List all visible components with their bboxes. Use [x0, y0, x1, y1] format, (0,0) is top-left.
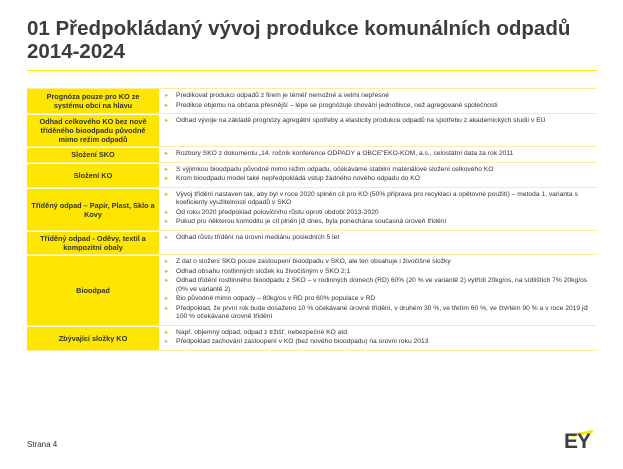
bullet-text: Vývoj třídění nastaven tak, aby byl v roce 2020 splněn cíl pro KO (50% příprava pro recyklaci a opětovné použití) – metoda 1, varianta s koeficienty využitelnosti odpadů v SKO — [176, 190, 578, 207]
triangle-right-icon: ▸ — [165, 190, 169, 198]
bullet-text: Predikce objemu na občana přesnější – lépe se prognózuje chování jednotlivce, než agregované společnosti — [176, 101, 498, 109]
table-row — [27, 147, 597, 163]
table-row — [27, 188, 597, 231]
list-item — [165, 175, 593, 183]
bullet-text: Pokud pro některou komoditu je cíl plněn již dnes, byla ponechána současná úroveň třídění — [176, 218, 447, 226]
triangle-right-icon: ▸ — [165, 117, 169, 125]
bullet-text: Předpoklad zachování zastoupení v KO (bez nového bioodpadu) na úrovni roku 2013 — [176, 338, 429, 346]
row-label: Bioodpad — [27, 255, 160, 325]
list-item — [165, 117, 593, 125]
triangle-right-icon: ▸ — [165, 208, 169, 216]
bullet-list — [160, 255, 597, 325]
bullet-text: Predikovat produkci odpadů z firem je téměř nemožné a velmi nepřesné — [176, 92, 389, 99]
table-row — [27, 255, 597, 326]
triangle-right-icon: ▸ — [165, 165, 169, 173]
bullet-text: Předpoklad, že první rok bude dosaženo 10 % očekávané úrovně třídění, v druhém 30 %, ve třetím 60 %, ve čtvrtém 90 % a v roce 2019 již 100 % očekávané úrovně třídění — [176, 304, 589, 321]
triangle-right-icon: ▸ — [165, 101, 169, 109]
list-item — [165, 191, 593, 208]
list-item — [165, 338, 593, 346]
triangle-right-icon: ▸ — [165, 150, 169, 158]
bullet-text: Např. objemný odpad, odpad z tržišť, nebezpečné KO atd. — [176, 328, 349, 336]
table-row — [27, 163, 597, 188]
triangle-right-icon: ▸ — [165, 277, 169, 285]
page-number: Strana 4 — [27, 440, 58, 449]
bullet-list — [160, 188, 597, 230]
ey-logo: EY — [564, 430, 591, 453]
triangle-right-icon: ▸ — [165, 338, 169, 346]
bullet-text: Z dat o složení SKO pouze zastoupení bioodpadu v SKO, ale ten obsahuje i živočišné složky — [176, 258, 451, 266]
row-label: Složení SKO — [27, 147, 160, 162]
triangle-right-icon: ▸ — [165, 92, 169, 99]
title-underline — [27, 70, 597, 71]
list-item — [165, 102, 593, 110]
bullet-list — [160, 231, 597, 254]
row-label: Tříděný odpad - Oděvy, textil a kompozitní obaly — [27, 231, 160, 254]
list-item — [165, 234, 593, 242]
list-item — [165, 166, 593, 174]
table-row — [27, 114, 597, 147]
triangle-right-icon: ▸ — [165, 234, 169, 242]
row-label: Složení KO — [27, 163, 160, 187]
assumptions-table — [27, 88, 597, 351]
list-item — [165, 277, 593, 294]
bullet-text: Bio původně mimo odpady – 80kg/os v RD pro 60% populace v RD — [176, 295, 376, 303]
list-item — [165, 305, 593, 322]
row-label: Odhad celkového KO bez nově tříděného bioodpadu původně mimo režim odpadů — [27, 114, 160, 146]
row-label: Zbývající složky KO — [27, 326, 160, 350]
bullet-text: Odhad obsahu rostlinných složek ku živočišným v SKO 2:1 — [176, 267, 351, 275]
page-title: 01 Předpokládaný vývoj produkce komunálních odpadů 2014-2024 — [27, 17, 571, 63]
table-row — [27, 326, 597, 351]
bullet-list — [160, 163, 597, 187]
triangle-right-icon: ▸ — [165, 218, 169, 226]
table-row — [27, 231, 597, 255]
triangle-right-icon: ▸ — [165, 328, 169, 336]
bullet-text: Krom bioodpadu model také nepředpokládá vstup žádného nového odpadu do KO — [176, 175, 420, 183]
bullet-text: Rozbory SKO z dokumentu „14. ročník konference ODPADY a OBCE"EKO-KOM, a.s., celostátní data za rok 2011 — [176, 150, 514, 158]
triangle-right-icon: ▸ — [165, 258, 169, 266]
bullet-text: Od roku 2020 předpoklad polovičního růstu oproti období 2013-2020 — [176, 208, 379, 216]
list-item — [165, 218, 593, 226]
list-item — [165, 329, 593, 337]
bullet-list — [160, 326, 597, 350]
triangle-right-icon: ▸ — [165, 267, 169, 275]
triangle-right-icon: ▸ — [165, 295, 169, 303]
bullet-list — [160, 147, 597, 162]
list-item — [165, 92, 593, 100]
bullet-text: S výjimkou bioodpadu původně mimo režim odpadu, očekáváme stabilní materiálové složení celkového KO — [176, 165, 494, 173]
list-item — [165, 258, 593, 266]
table-row — [27, 88, 597, 114]
triangle-right-icon: ▸ — [165, 175, 169, 183]
list-item — [165, 209, 593, 217]
bullet-text: Odhad vývoje na základě prognózy agregátní spotřeby a elasticity produkce odpadů na spotřebu z akademických studií v EU — [176, 117, 546, 125]
bullet-list — [160, 114, 597, 146]
bullet-text: Odhad třídění rostlinného bioodpadu z SKO – v rodinných domech (RD) 60% (20 % ve variantě 2) vytřídí 20kg/os, na sídlištích 7% 20kg/os (0% ve variantě 2) — [176, 277, 588, 293]
row-label: Tříděný odpad – Papír, Plast, Sklo a Kovy — [27, 188, 160, 230]
row-label: Prognóza pouze pro KO ze systému obcí na hlavu — [27, 89, 160, 113]
bullet-text: Odhad růstu třídění na úrovni mediánu posledních 5 let — [176, 234, 340, 242]
triangle-right-icon: ▸ — [165, 304, 169, 312]
list-item — [165, 295, 593, 303]
list-item — [165, 268, 593, 276]
bullet-list — [160, 89, 597, 113]
list-item — [165, 150, 593, 158]
